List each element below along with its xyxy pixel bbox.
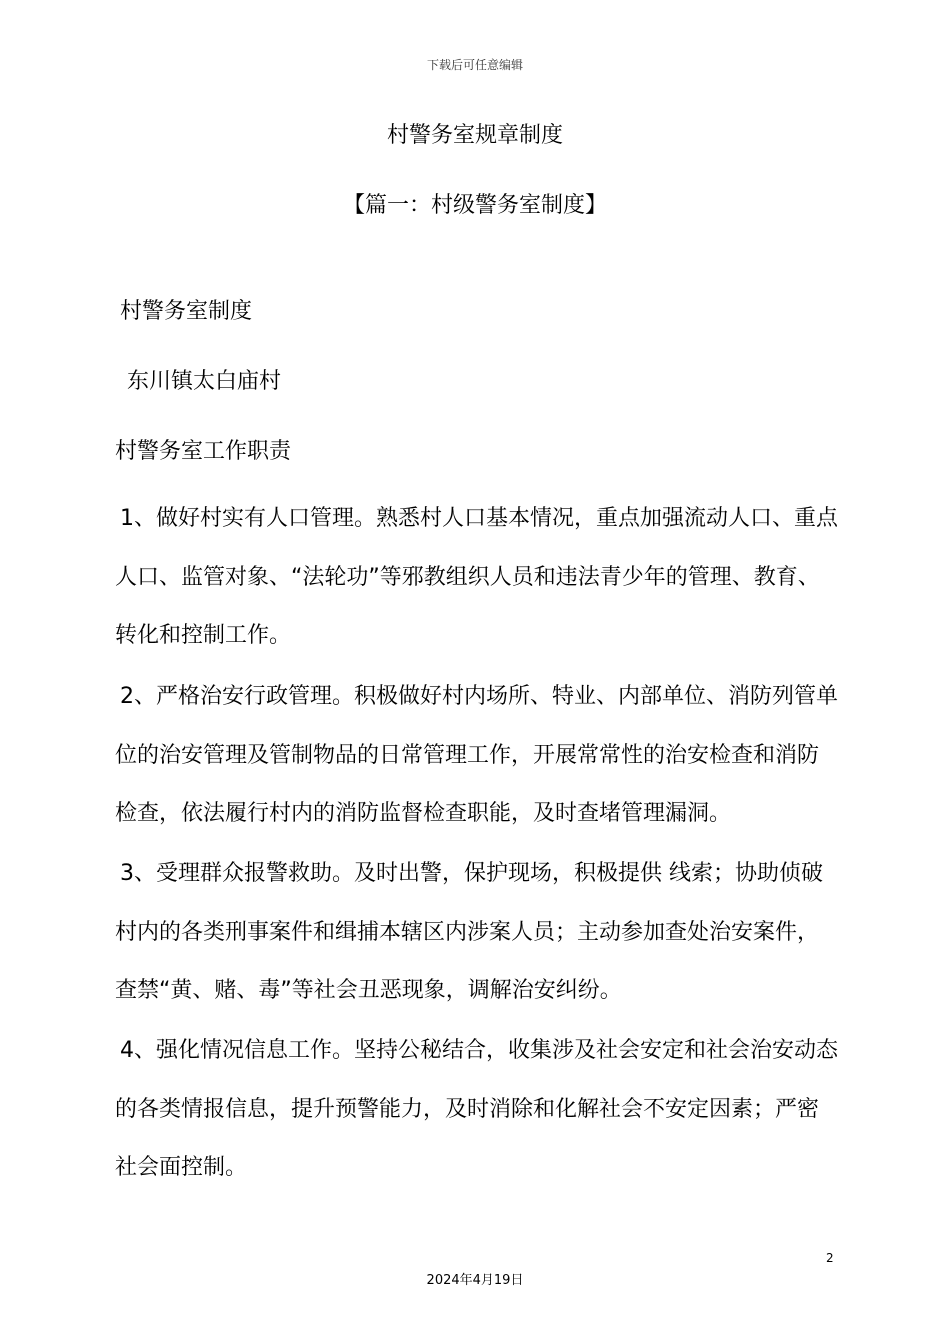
document-title: 村警务室规章制度 [386,123,563,148]
paragraph-3: 3、受理群众报警救助。及时出警，保护现场，积极提供 线索；协助侦破村内的各类刑事案件和缉捕本辖区内涉案人员；主动参加查处治安案件，查禁“黄、赌、毒”等社会丑恶现象，调解治安纠纷。 [115,861,823,1003]
paragraph-1: 1、做好村实有人口管理。熟悉村人口基本情况，重点加强流动人口、重点人口、监管对象、“法轮功”等邪教组织人员和违法青少年的管理、教育、转化和控制工作。 [115,506,838,648]
page-number: 2 [826,1251,834,1265]
header-note: 下载后可任意编辑 [426,58,523,72]
paragraph-4: 4、强化情况信息工作。坚持公秘结合，收集涉及社会安定和社会治安动态的各类情报信息，提升预警能力，及时消除和化解社会不安定因素；严密社会面控制。 [115,1038,838,1180]
location-line: 东川镇太白庙村 [127,369,282,394]
footer-date: 2024年4月19日 [426,1273,524,1288]
paragraph-2: 2、严格治安行政管理。积极做好村内场所、特业、内部单位、消防列管单位的治安管理及管制物品的日常管理工作，开展常常性的治安检查和消防检查，依法履行村内的消防监督检查职能，及时查堵管理漏洞。 [115,684,838,826]
duties-heading: 村警务室工作职责 [115,439,292,464]
section-heading: 村警务室制度 [120,299,253,324]
document-subtitle: 【篇一：村级警务室制度】 [342,193,607,218]
